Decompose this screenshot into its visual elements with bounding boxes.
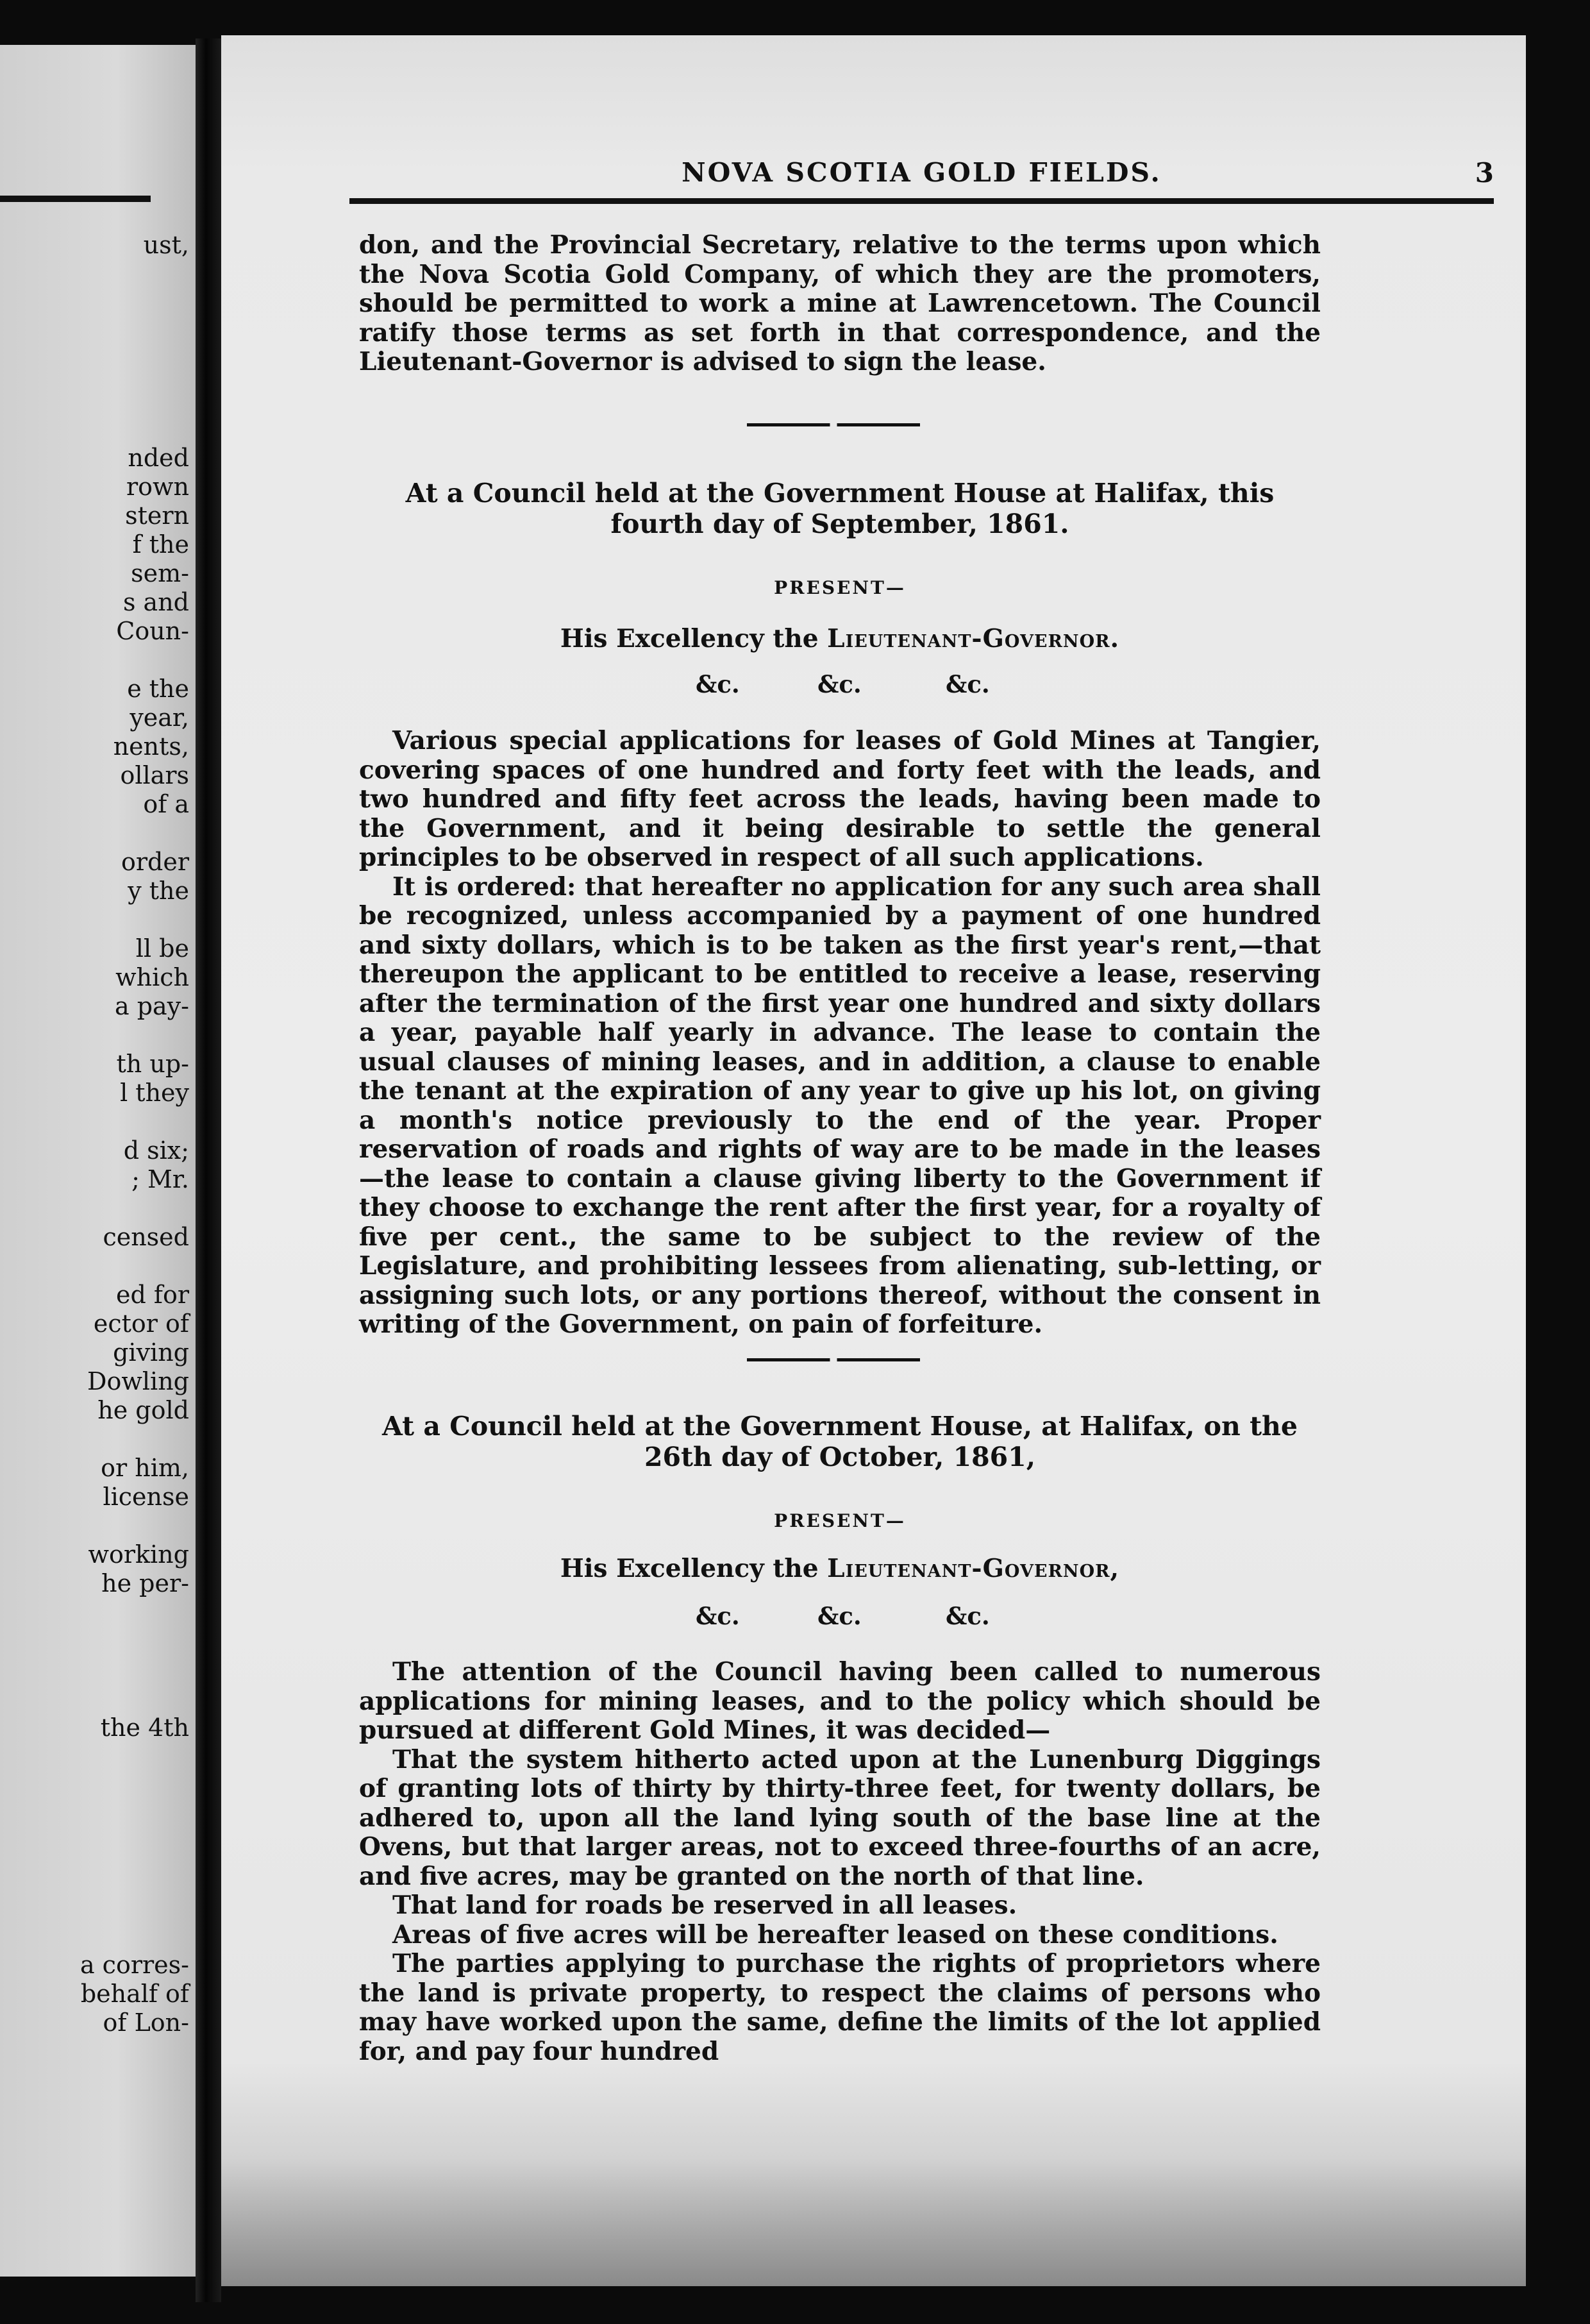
facing-page-edge [0,45,196,2277]
facing-page-fragment: Coun- [116,617,189,645]
excellency-title: Lieutenant-Governor. [827,624,1120,653]
facing-page-fragment: of Lon- [103,2008,189,2037]
facing-page-fragment: year, [130,703,189,732]
excellency-line [359,624,1321,653]
facing-page-fragment: order [121,848,189,876]
facing-page-rule [0,196,151,202]
facing-page-fragment: which [115,963,189,991]
paragraph-text: Various special applications for leases of Gold Mines at Tangier, covering spaces of one hundred and forty feet with the leads, and two hundred and fifty feet across the leads, having been made to the Government, and it being desirable to settle the general principles to be observed in respect of all such applications. [359,726,1321,872]
paragraph-text: The parties applying to purchase the rights of proprietors where the land is private property, to respect the claims of persons who may have worked upon the same, define the limits of the lot applied for, and pay four hundred [359,1949,1321,2066]
facing-page-fragment: censed [103,1223,189,1251]
etc-2: &c. [817,670,862,698]
running-title: NOVA SCOTIA GOLD FIELDS. [682,157,1162,188]
paragraph-text: don, and the Provincial Secretary, relative to the terms upon which the Nova Scotia Gold Company, of which they are the promoters, should be permitted to work a mine at Lawrencetown. The Council ratify those terms as set forth in that correspondence, and the Lieutenant-Governor is advised to sign the lease. [359,230,1321,376]
council1-body [359,727,1321,1340]
excellency-prefix: His Excellency the [560,624,819,653]
etc-1: &c. [696,1602,740,1630]
facing-page-fragment: th up- [116,1050,189,1078]
etc-3: &c. [946,670,990,698]
excellency-title: Lieutenant-Governor, [827,1554,1120,1583]
facing-page-fragment: a corres- [80,1951,189,1979]
book-gutter [196,38,221,2302]
facing-page-fragment: l they [120,1079,189,1107]
page-number: 3 [1475,157,1494,189]
council2-body [359,1658,1321,2066]
section-divider [747,1358,920,1361]
page-header [349,157,1494,196]
council-heading: At a Council held at the Government House at Halifax, this fourth day of September, 1861. [405,478,1275,539]
etc-row [221,1602,1526,1634]
etc-2: &c. [817,1602,862,1630]
facing-page-fragment: d six; [123,1136,189,1165]
facing-page-fragment: ed for [116,1281,189,1309]
facing-page-fragment: Dowling [87,1367,189,1395]
section-divider [747,423,920,426]
facing-page-fragment: e the [127,675,189,703]
document-page [221,35,1526,2286]
etc-1: &c. [696,670,740,698]
facing-page-fragment: the 4th [100,1714,189,1742]
facing-page-fragment: rown [126,473,189,501]
paragraph-text: The attention of the Council having been called to numerous applications for mining leases, and to the policy which should be pursued at different Gold Mines, it was decided— [359,1657,1321,1745]
present-label: PRESENT— [774,1510,906,1531]
present-label: PRESENT— [774,577,906,598]
facing-page-fragment: giving [113,1338,189,1367]
facing-page-fragment: ; Mr. [131,1165,189,1193]
facing-page-fragment: stern [125,501,189,530]
facing-page-fragment: working [88,1540,189,1569]
facing-page-fragment: ust, [143,231,189,259]
facing-page-fragment: ector of [93,1309,189,1338]
facing-page-fragment: ollars [120,761,189,789]
paragraph-text: That the system hitherto acted upon at the Lunenburg Diggings of granting lots of thirty by thirty-three feet, for twenty dollars, be adhered to, upon all the land lying south of the base line at the Ovens, but that larger areas, not to exceed three-fourths of an acre, and five acres, may be granted on the north of that line. [359,1744,1321,1891]
facing-page-fragment: sem- [131,559,189,587]
facing-page-fragment: ll be [135,934,189,963]
paragraph-text: That land for roads be reserved in all leases. [392,1890,1017,1920]
facing-page-fragment: or him, [101,1454,189,1482]
facing-page-fragment: behalf of [80,1980,189,2008]
facing-page-fragment: nents, [113,732,189,761]
facing-page-fragment: f the [132,530,189,559]
etc-row [221,670,1526,702]
opening-paragraph [359,231,1321,377]
facing-page-fragment: he gold [97,1396,189,1424]
facing-page-fragment: s and [122,588,189,616]
page-shadow [221,2158,1526,2286]
excellency-prefix: His Excellency the [560,1554,819,1583]
facing-page-fragment: a pay- [114,992,189,1020]
etc-3: &c. [946,1602,990,1630]
facing-page-fragment: nded [128,444,189,472]
header-rule [349,198,1494,204]
excellency-line [359,1554,1321,1583]
facing-page-fragment: y the [128,877,189,905]
facing-page-fragment: license [103,1483,189,1511]
facing-page-fragment: of a [143,790,189,818]
paragraph-text: Areas of five acres will be hereafter leased on these conditions. [392,1919,1278,1949]
facing-page-fragment: he per- [101,1569,189,1597]
council-heading: At a Council held at the Government House, at Halifax, on the 26th day of October, 1861, [382,1411,1298,1472]
paragraph-text: It is ordered: that hereafter no application for any such area shall be recognized, unless accompanied by a payment of one hundred and sixty dollars, which is to be taken as the first year's rent,—that thereupon the applicant to be entitled to receive a lease, reserving after the termination of the first year one hundred and sixty dollars a year, payable half yearly in advance. The lease to contain the usual clauses of mining leases, and in addition, a clause to enable the tenant at the expiration of any year to give up his lot, on giving a month's notice previously to the end of the year. Proper reservation of roads and rights of way are to be made in the leases —the lease to contain a clause giving liberty to the Government if they choose to exchange the rent after the first year, for a royalty of five per cent., the same to be subject to the review of the Legislature, and prohibiting lessees from alienating, sub-letting, or assigning such lots, or any portions thereof, without the consent in writing of the Government, on pain of forfeiture. [359,872,1321,1339]
